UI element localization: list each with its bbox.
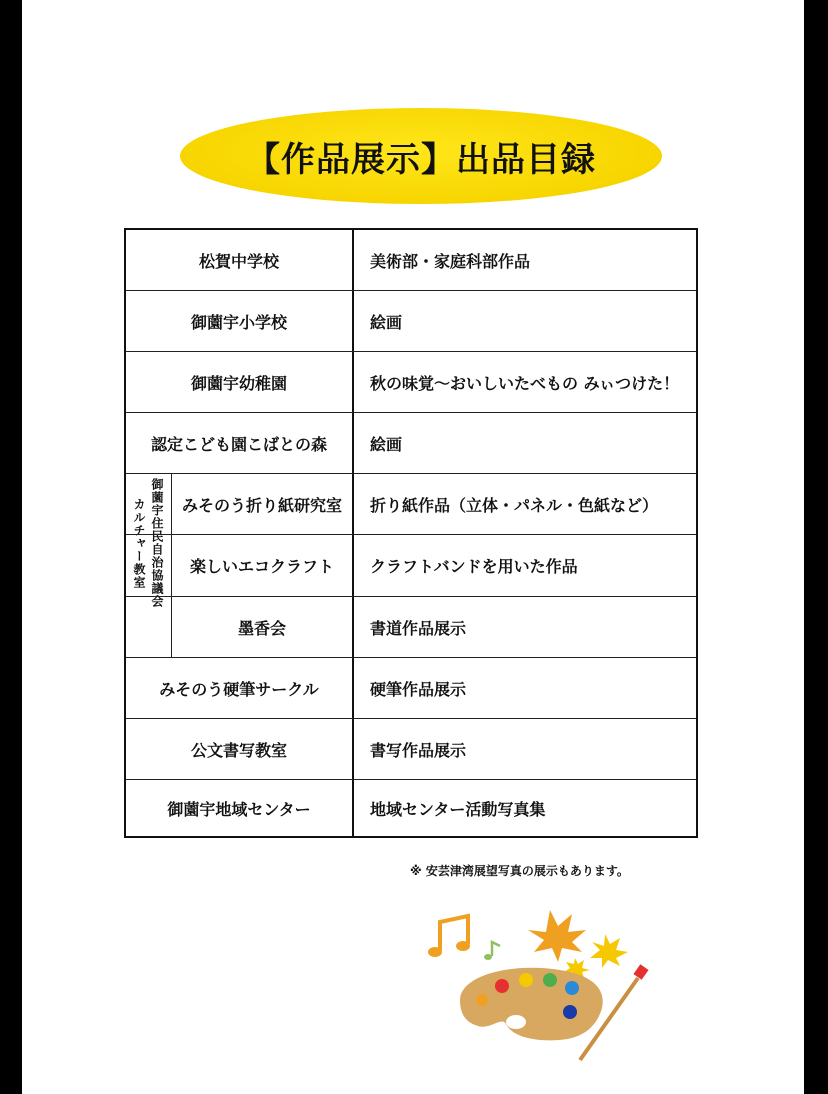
exhibitor-cell: 墨香会 <box>237 618 286 638</box>
work-cell: 硬筆作品展示 <box>352 658 696 718</box>
exhibitor-cell: 御薗宇地域センター <box>167 799 311 819</box>
table-row <box>126 719 696 780</box>
work-cell: クラフトバンドを用いた作品 <box>352 535 696 596</box>
table-row <box>126 230 696 291</box>
table-row <box>126 658 696 719</box>
page-edge <box>804 0 828 1094</box>
exhibitor-cell: 御薗宇小学校 <box>190 312 287 332</box>
exhibitor-cell: みそのう折り紙研究室 <box>181 495 342 515</box>
work-cell: 書写作品展示 <box>352 719 696 779</box>
work-cell: 折り紙作品（立体・パネル・色紙など） <box>352 474 696 534</box>
table-row <box>126 352 696 413</box>
title-banner <box>180 108 662 204</box>
art-illustration <box>420 900 670 1070</box>
work-cell: 絵画 <box>352 291 696 351</box>
group-label-culture: カルチャー教室 <box>132 498 146 589</box>
table-row <box>126 535 696 597</box>
work-cell: 書道作品展示 <box>352 597 696 657</box>
music-note-icon <box>428 916 500 960</box>
table-row <box>126 474 696 535</box>
table-row <box>126 291 696 352</box>
exhibitor-cell: 松賀中学校 <box>198 251 279 271</box>
paint-palette-icon <box>460 968 603 1041</box>
table-row <box>126 597 696 658</box>
work-cell: 絵画 <box>352 413 696 473</box>
exhibitor-cell: 御薗宇幼稚園 <box>190 373 287 393</box>
exhibitor-cell: 楽しいエコクラフト <box>189 557 334 576</box>
work-cell: 秋の味覚〜おいしいたべもの みぃつけた！ <box>352 352 696 412</box>
exhibitor-cell: みそのう硬筆サークル <box>159 679 319 699</box>
exhibitor-cell: 認定こども園こばとの森 <box>150 434 327 454</box>
table-row <box>126 780 696 836</box>
work-cell: 地域センター活動写真集 <box>352 780 696 836</box>
group-label-association: 御薗宇住民自治協議会 <box>150 478 164 608</box>
table-row <box>126 413 696 474</box>
work-cell: 美術部・家庭科部作品 <box>352 230 696 290</box>
exhibit-table <box>124 228 698 838</box>
page-title: 【作品展示】出品目録 <box>246 139 596 180</box>
footnote: ※ 安芸津湾展望写真の展示もあります。 <box>410 864 629 878</box>
exhibitor-cell: 公文書写教室 <box>190 740 287 760</box>
